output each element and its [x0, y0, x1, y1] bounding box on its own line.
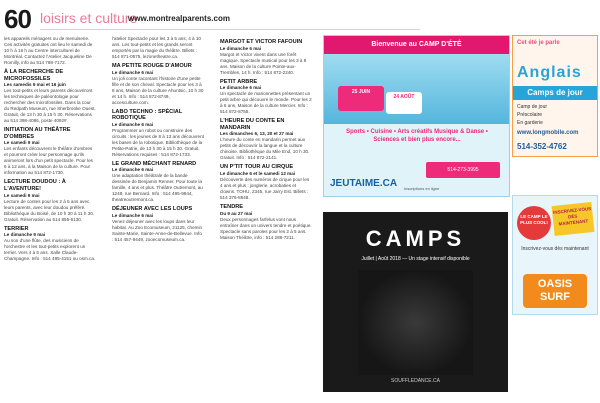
- article-text: Un joli conte racontant l'histoire d'une petite fille et de son cheval. Spectacle pour les 3 à 8 ans, Maison de la culture Ahuntsic, 10 h 30 et 14 h. Info : 514 872-8749, accesculture.com.: [112, 75, 204, 105]
- article-title: INITIATION AU THÉÂTRE D'OMBRES: [4, 127, 71, 140]
- ad-band: Camps de jour: [513, 86, 597, 100]
- ad-banner: Bienvenue au CAMP D'ÉTÉ: [324, 36, 509, 54]
- article-title: À LA RECHERCHE DE MICROFOSSILES: [4, 69, 64, 82]
- article-date: Le samedi 9 mai: [4, 140, 40, 146]
- ad-info: Inscrivez-vous dès maintenant: [521, 246, 589, 252]
- ad-logo: OASIS SURF: [523, 274, 587, 308]
- ad-row: Préscolaire: [517, 112, 543, 118]
- article-title: TENDRE: [220, 203, 243, 210]
- ad-website[interactable]: www.longmobile.com: [517, 130, 579, 136]
- ad-headline: Cet été je parle: [517, 40, 560, 46]
- ad-row: Camp de jour: [517, 104, 548, 110]
- ad-subtitle: Juillet | Août 2018 — Un stage intensif disponible: [361, 256, 470, 262]
- article-date: Le samedi 9 mai: [4, 192, 40, 198]
- article-text: L'heure du conte en mandarin permet aux petits de découvrir la langue et la culture chinoise. Bibliothèque du Mile End, 10 h 30. Gratuit. Info : 514 872-2141.: [220, 137, 310, 161]
- article-date: Le dimanche 9 mai: [4, 232, 46, 238]
- article-date: Le dimanche 6 mai: [112, 212, 154, 218]
- article-title: LE GRAND MÉCHANT RENARD: [112, 160, 197, 167]
- article-title: LABO TECHNO : SPÉCIAL ROBOTIQUE: [112, 108, 183, 122]
- column-1: [4, 36, 96, 265]
- article-date: Le dimanche 6 mai: [220, 85, 262, 91]
- article-date: Du 9 au 27 mai: [220, 210, 253, 216]
- article-text: l'atelier Spectacle pour les 3 à 5 ans, 4 à 10 ans. Les tout-petits et les grands seront emportés par la magie du théâtre. Billets : 514 871-0575, lezonetheatre.ca.: [112, 36, 201, 59]
- ad-camp-ete[interactable]: [323, 35, 510, 197]
- article-text: Une adaptation théâtrale de la bande dessinée de Benjamin Renner. Pour toute la famille, 4 ans et plus. Théâtre Outremont, au 1248, rue Bernard. Info : 514 495-9944, theatreoutremont.ca.: [112, 173, 203, 203]
- article-title: PETIT ARBRE: [220, 78, 258, 85]
- article-text: Venez déjeuner avec les loups dans leur habitat. Au Zoo Ecomuseum, 21125, chemin Sainte-Marie, Sainte-Anne-de-Bellevue. Info : 514 457-9449, zooecomuseum.ca.: [112, 218, 203, 242]
- article-date: Le dimanche 6 mai: [112, 121, 154, 127]
- ad-website[interactable]: SOUFFLEDANCE.CA: [391, 378, 440, 384]
- ad-tagline: Sports • Cuisine • Arts créatifs Musique & Danse • Sciences et bien plus encore...: [346, 129, 488, 143]
- dancer-photo: [358, 270, 473, 375]
- column-2: [112, 36, 204, 246]
- section-title: loisirs et culture: [40, 10, 138, 26]
- ad-website[interactable]: JEUTAIME.CA: [330, 178, 398, 189]
- article-text: Lecture de contes pour les 2 à 5 ans avec leurs parents, avec leur doudou préféré. Bibliothèque du Boisé, de 10 h 30 à 11 h 30. Gratuit. Réservation au 514 855-6130.: [4, 198, 95, 222]
- article-title: TERRIER: [4, 225, 29, 232]
- header-divider: [40, 29, 420, 30]
- page-header: [0, 0, 600, 34]
- article-title: UN P'TIT TOUR AU CIRQUE: [220, 164, 294, 171]
- ad-row: En garderie: [517, 120, 543, 126]
- ad-phone[interactable]: 514-273-3995: [426, 162, 500, 178]
- ad-brand: Anglais: [517, 64, 582, 81]
- ad-anglais[interactable]: [512, 35, 598, 157]
- ad-date-end: 24 AOÛT: [386, 92, 422, 114]
- ad-address: Inscriptions en ligne: [404, 186, 440, 191]
- site-url[interactable]: www.montrealparents.com: [128, 14, 230, 23]
- article-text: Les tout-petits et leurs parents découvriront les techniques de paléontologie pour rechercher des microfossiles. Dans la cour du Redpath Museum, rue Sherbrooke Ouest. Gratuit, de 13 h 30 à 15 h 30. Réservations au 514 398-4086, poste 4092#.: [4, 88, 96, 124]
- article-date: Le dimanche 6 mai: [112, 167, 154, 173]
- article-text: Découverte des numéros de cirque pour les 4 ans et plus : jonglerie, acrobaties et clowns. TOHU, 2345, rue Jarry Est. Billets : 514 376-8648.: [220, 176, 310, 200]
- article-text: Programmer un robot ou construire des circuits : les jeunes de 8 à 13 ans découvrent les bases de la robotique. Bibliothèque de la Petite-Patrie, de 13 h 30 à 15 h 30. Gratuit. Réservations requises : 514 872-1733.: [112, 127, 204, 157]
- article-title: DÉJEUNER AVEC LES LOUPS: [112, 206, 193, 213]
- ad-phone[interactable]: 514-352-4762: [517, 142, 567, 151]
- article-text: Au son d'une flûte, des musiciens de l'orchestre et les tout-petits explorent un terrier. Vers 4 à 5 ans. Salle Claude-Champagne. Info : 514 485-4151 ou osm.ca.: [4, 238, 96, 262]
- article-text: Les enfants découvrent le théâtre d'ombres et pourront créer leur personnage qu'ils animeront lors d'un petit spectacle. Pour les 6 à 12 ans, à la Maison de la culture. Pour information au 514 872-1730.: [4, 146, 93, 176]
- ad-badge: INSCRIVEZ-VOUS DÈS MAINTENANT: [552, 202, 595, 236]
- article-date: Le dimanche 6 mai: [220, 45, 262, 51]
- article-title: MA PETITE ROUGE D'AMOUR: [112, 63, 192, 69]
- article-title: MARGOT ET VICTOR FAFOUIN: [220, 39, 303, 45]
- ad-logo: CAMPS: [365, 226, 466, 251]
- ad-badge: LE CAMP LE PLUS COOL!: [517, 206, 551, 240]
- article-continued: [112, 36, 204, 60]
- article-date: Les dimanches 6, 13, 20 et 27 mai: [220, 131, 294, 137]
- article-continued: [4, 36, 96, 66]
- ad-camps-dance[interactable]: [323, 212, 508, 392]
- article-text: les appareils ménagers ou de menuiserie. Ces activités gratuites ont lieu le samedi de 10 h à 16 h au Centre interculturel de Montréal. Contactez l'Atelier Jacqueline De Romilly, info au 514 788-7172.: [4, 36, 93, 65]
- article-text: Deux personnages farfelus vont nous entraîner dans un univers tendre et poétique. Spectacle sans paroles pour les 2 à 5 ans. Maison Théâtre, info : 514 288-7211.: [220, 216, 312, 240]
- article-title: L'HEURE DU CONTE EN MANDARIN: [220, 118, 285, 131]
- article-text: Un spectacle de marionnettes présentant un petit arbre qui découvre le monde. Pour les 2 à 6 ans, Maison de la culture Mercier. Info : 514 872-8755.: [220, 91, 312, 115]
- article-text: Margot et Victor vivent dans une forêt magique. Spectacle musical pour les 3 à 8 ans. Maison de la culture Pointe-aux-Trembles, 14 h. Info : 514 872-2240.: [220, 51, 307, 75]
- column-3: [220, 36, 312, 244]
- article-date: Les samedis 9 mai et 16 juin: [4, 82, 66, 88]
- ad-oasis-surf[interactable]: [512, 195, 598, 315]
- article-date: Le dimanche 6 mai: [112, 69, 154, 75]
- article-date: Le dimanche 6 et le samedi 12 mai: [220, 170, 296, 176]
- ad-date-start: 25 JUIN: [338, 86, 384, 111]
- page-number: 60: [4, 4, 31, 34]
- article-title: LECTURE DOUDOU : À L'AVENTURE!: [4, 179, 66, 192]
